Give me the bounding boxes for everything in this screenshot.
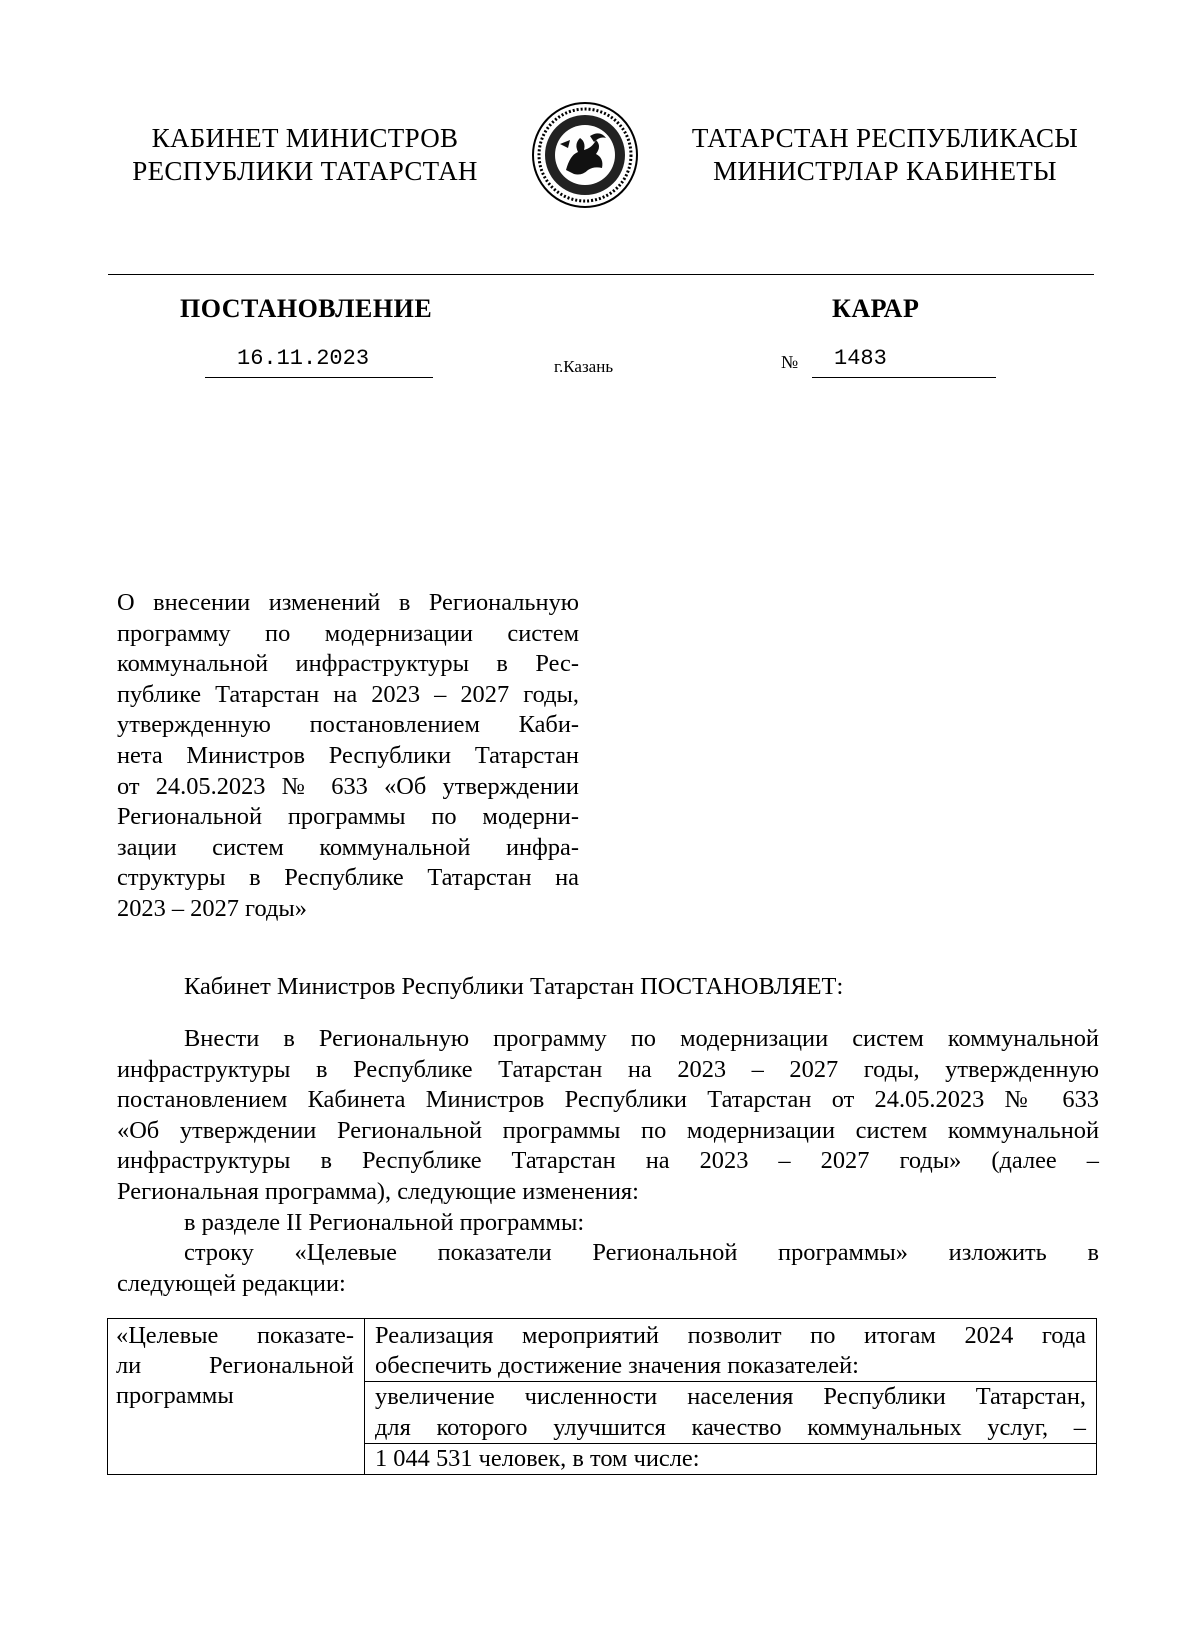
doc-title-tt: КАРАР — [832, 294, 920, 323]
body-line: Внести в Региональную программу по модернизации систем коммунальной — [184, 1025, 1099, 1052]
cell-line: Реализация мероприятий позволит по итогам 2024 года — [375, 1322, 1086, 1349]
doc-subject — [117, 588, 579, 925]
doc-number-sign: № — [781, 352, 799, 372]
body-line: в разделе II Региональной программы: — [184, 1208, 585, 1236]
subject-line: Региональной программы по модерни- — [117, 803, 579, 831]
cell-line: для которого улучшится качество коммунальных услуг, – — [365, 1413, 1096, 1444]
table-row — [108, 1319, 1097, 1475]
body-line: строку «Целевые показатели Региональной программы» изложить в — [184, 1239, 1099, 1267]
subject-line: О внесении изменений в Региональную — [117, 589, 579, 616]
body-line: «Об утверждении Региональной программы по модернизации систем коммунальной — [117, 1116, 1099, 1144]
issuer-tt-line2: МИНИСТРЛАР КАБИНЕТЫ — [713, 156, 1057, 186]
doc-title-ru: ПОСТАНОВЛЕНИЕ — [180, 294, 433, 323]
resolve-statement: Кабинет Министров Республики Татарстан ПОСТАНОВЛЯЕТ: — [184, 973, 844, 1000]
cell-line: увеличение численности населения Республики Татарстан, — [375, 1383, 1086, 1411]
cell-line: 1 044 531 человек, в том числе: — [375, 1444, 700, 1472]
body-line: Региональная программа), следующие изменения: — [117, 1177, 639, 1205]
body-line: следующей редакции: — [117, 1269, 346, 1297]
subject-line: зации систем коммунальной инфра- — [117, 833, 579, 861]
issuer-tt-line1: ТАТАРСТАН РЕСПУБЛИКАСЫ — [691, 123, 1079, 153]
cell-line: «Целевые показате- — [116, 1322, 354, 1349]
cell-line: ли Региональной — [116, 1352, 354, 1380]
cell-line: программы — [116, 1382, 234, 1410]
subject-line: от 24.05.2023 № 633 «Об утверждении — [117, 772, 579, 800]
table-cell-value — [365, 1319, 1097, 1475]
body-paragraph — [117, 1024, 1099, 1299]
subject-line: публике Татарстан на 2023 – 2027 годы, — [117, 680, 579, 708]
issuer-ru-line1: КАБИНЕТ МИНИСТРОВ — [151, 123, 459, 153]
issuer-tt — [665, 122, 1105, 188]
coat-of-arms-tatarstan-icon — [530, 100, 640, 210]
body-line: инфраструктуры в Республике Татарстан на 2023 – 2027 годы» (далее – — [117, 1147, 1099, 1175]
doc-number: 1483 — [812, 346, 996, 378]
subject-line: структуры в Республике Татарстан на — [117, 864, 579, 892]
subject-line: 2023 – 2027 годы» — [117, 894, 307, 922]
header-divider — [108, 274, 1094, 275]
doc-city: г.Казань — [554, 357, 614, 376]
issuer-ru — [110, 122, 500, 188]
subject-line: утвержденную постановлением Каби- — [117, 711, 579, 739]
issuer-ru-line2: РЕСПУБЛИКИ ТАТАРСТАН — [132, 156, 478, 186]
subject-line: программу по модернизации систем — [117, 619, 579, 647]
doc-date: 16.11.2023 — [205, 346, 433, 378]
indicators-table — [107, 1318, 1097, 1475]
subject-line: нета Министров Республики Татарстан — [117, 741, 579, 769]
table-cell-label — [108, 1319, 365, 1475]
body-line: инфраструктуры в Республике Татарстан на 2023 – 2027 годы, утвержденную — [117, 1055, 1099, 1083]
body-line: постановлением Кабинета Министров Республики Татарстан от 24.05.2023 № 633 — [117, 1086, 1099, 1114]
subject-line: коммунальной инфраструктуры в Рес- — [117, 650, 579, 678]
cell-line: обеспечить достижение значения показателей: — [365, 1351, 1096, 1382]
